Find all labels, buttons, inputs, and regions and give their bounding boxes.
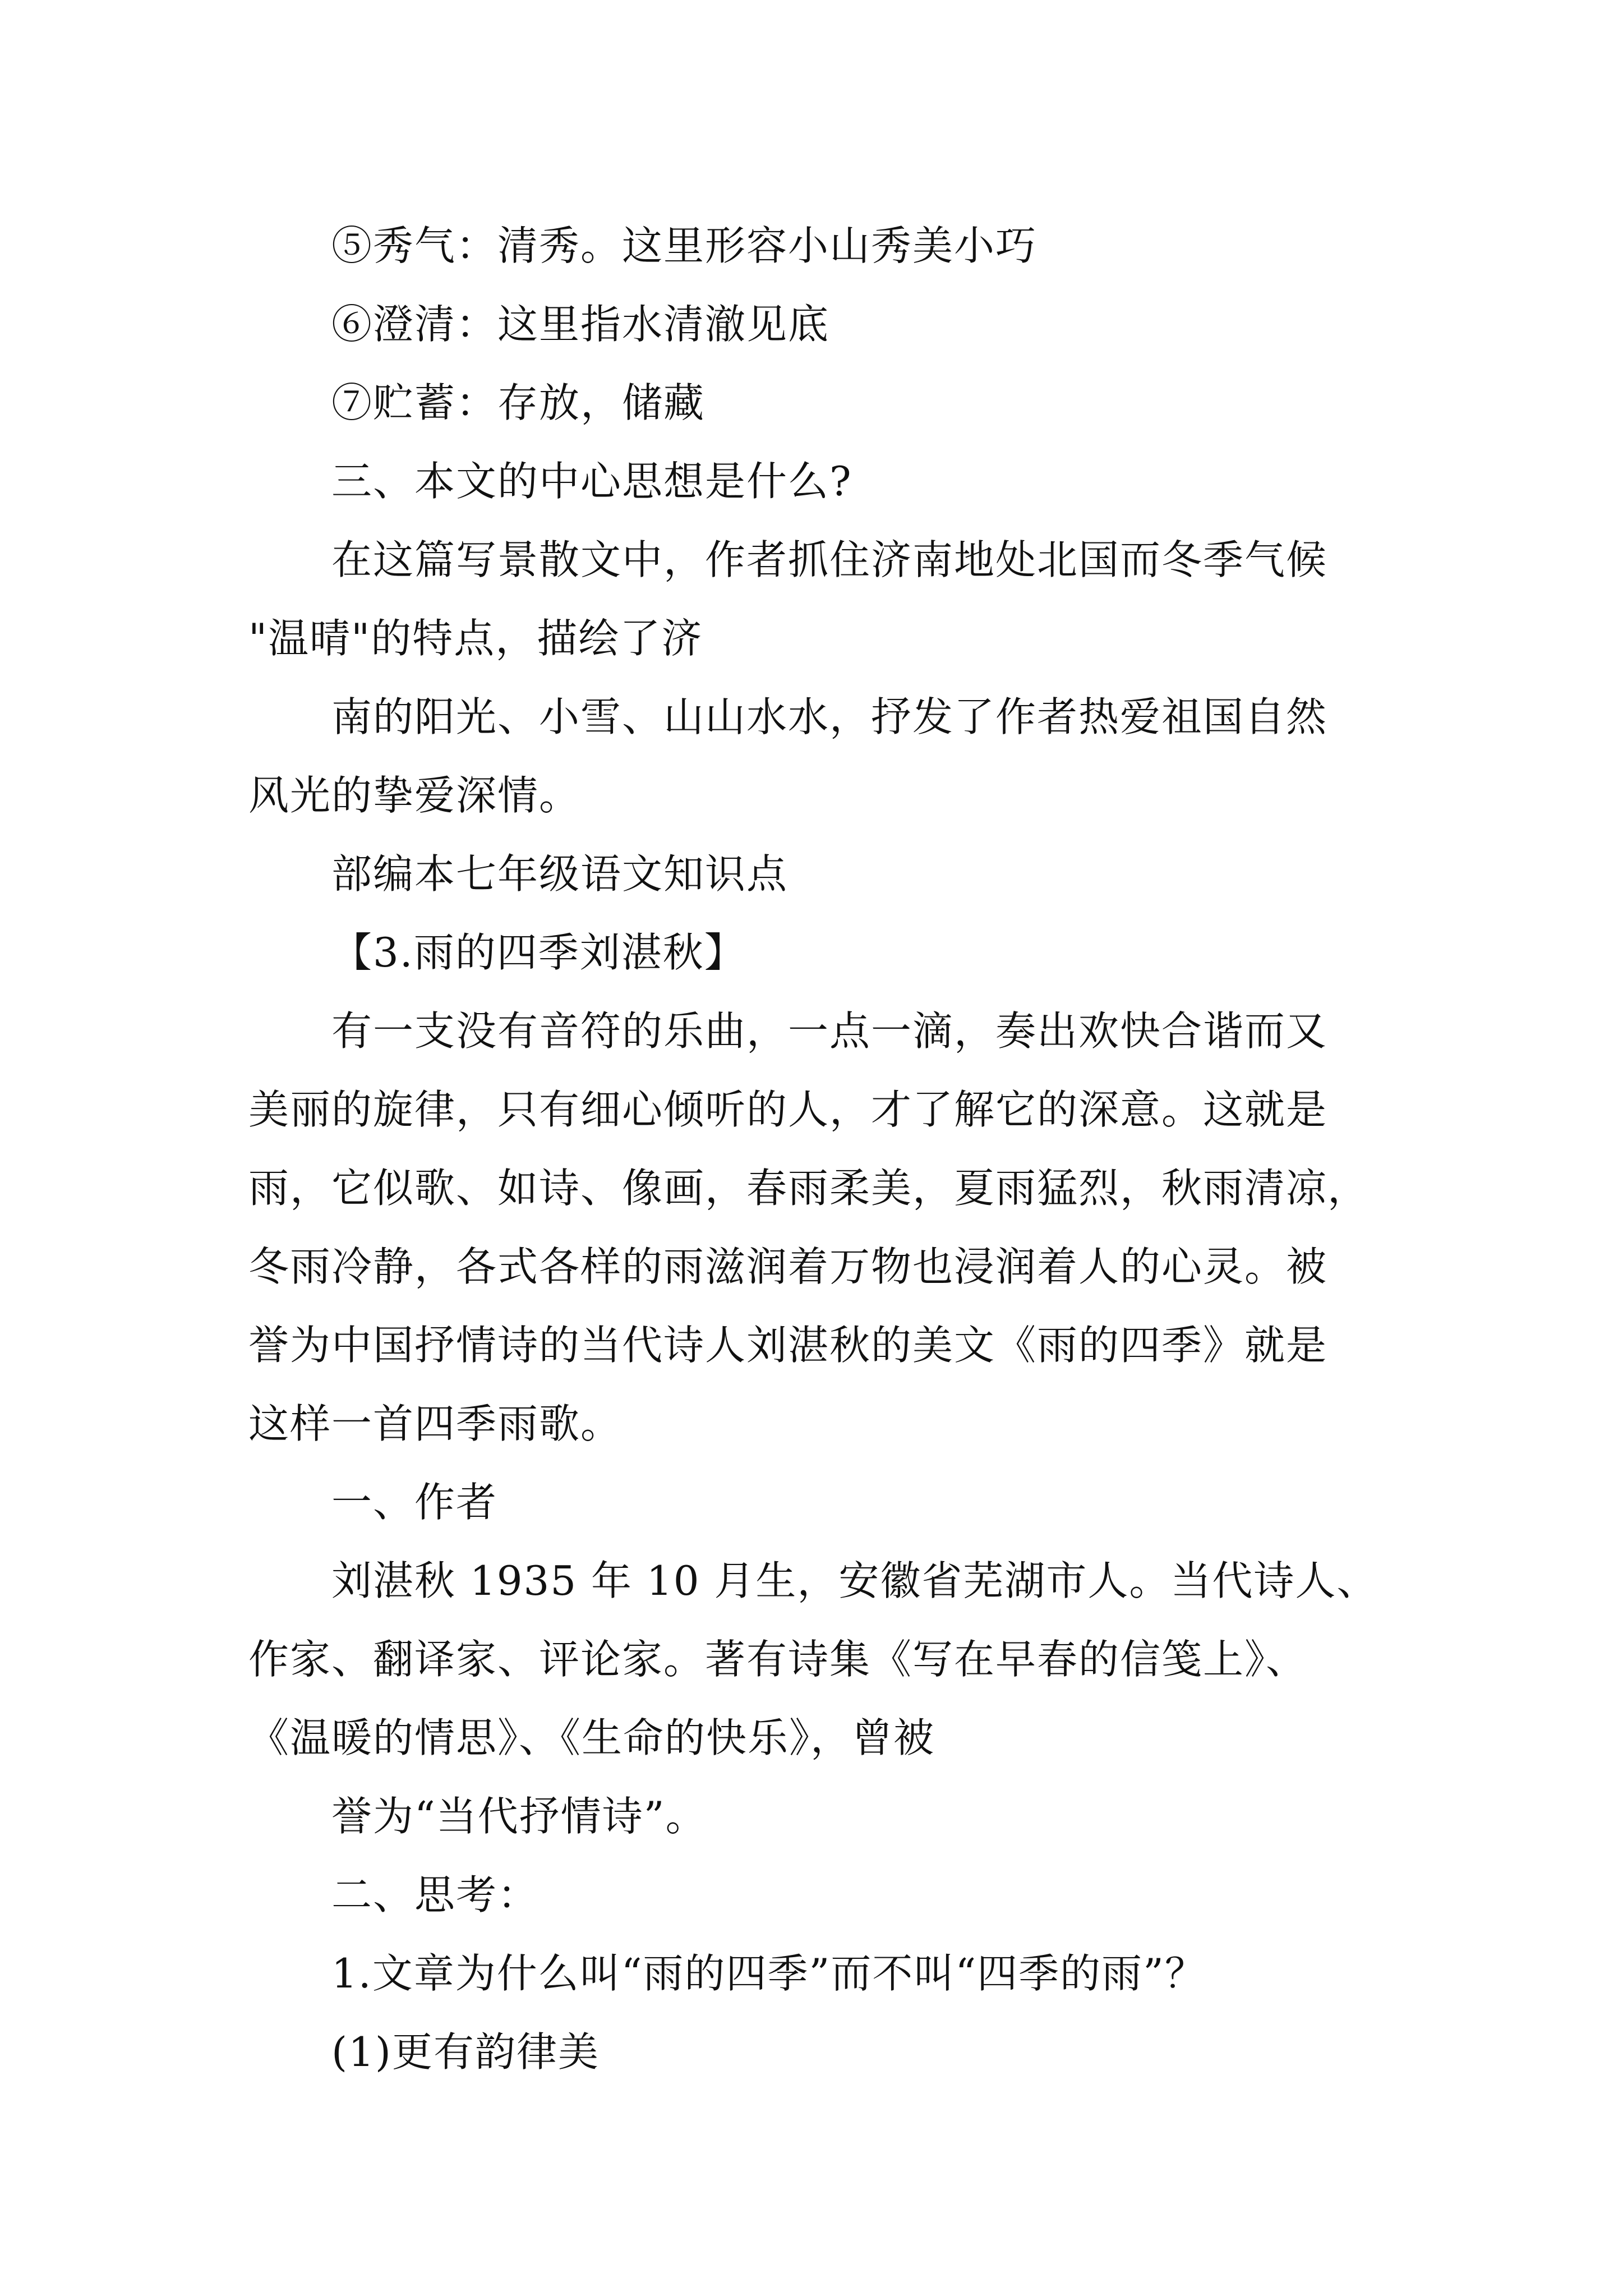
text-line: "温晴"的特点，描绘了济 [248, 615, 703, 662]
text-line: 作家、翻译家、评论家。著有诗集《写在早春的信笺上》、 [248, 1636, 1308, 1683]
answer-1-point-1 [248, 2013, 1387, 2091]
text-line: ⑦贮蓄：存放，储藏 [331, 379, 706, 426]
text-line: 刘湛秋 1935 年 10 月生，安徽省芜湖市人。当代诗人、 [331, 1557, 1378, 1604]
question-1 [248, 1934, 1387, 2013]
text-line: 风光的挚爱深情。 [248, 772, 581, 819]
text-line: 有一支没有音符的乐曲，一点一滴，奏出欢快合谐而又 [331, 1007, 1328, 1055]
text-line: 一、作者 [331, 1479, 498, 1526]
text-line: 部编本七年级语文知识点 [331, 850, 789, 898]
paragraph-author-praise [248, 1777, 1387, 1856]
text-line: 美丽的旋律，只有细心倾听的人，才了解它的深意。这就是 [248, 1086, 1328, 1133]
text-line: 誉为中国抒情诗的当代诗人刘湛秋的美文《雨的四季》就是 [248, 1322, 1328, 1369]
text-line: 誉为“当代抒情诗”。 [331, 1793, 707, 1840]
text-line: 【3.雨的四季刘湛秋】 [331, 929, 746, 976]
text-line: 雨，它似歌、如诗、像画，春雨柔美，夏雨猛烈，秋雨清凉， [248, 1165, 1370, 1212]
text-line: ⑥澄清：这里指水清澈见底 [331, 301, 830, 348]
section-heading-author [248, 1463, 1387, 1542]
section-title-knowledge-points [248, 835, 1387, 913]
section-heading-central-idea [248, 442, 1387, 521]
text-line: 三、本文的中心思想是什么? [331, 458, 852, 505]
paragraph-rain-intro [248, 992, 1387, 1463]
note-zhuxu [248, 364, 1387, 442]
lesson-title [248, 913, 1387, 992]
note-xiuqi [248, 206, 1387, 285]
text-line: 这样一首四季雨歌。 [248, 1400, 623, 1447]
paragraph-central-idea-1 [248, 521, 1387, 678]
text-line: 南的阳光、小雪、山山水水，抒发了作者热爱祖国自然 [331, 693, 1328, 740]
text-line: 冬雨冷静，各式各样的雨滋润着万物也浸润着人的心灵。被 [248, 1243, 1328, 1290]
text-line: 二、思考： [331, 1871, 540, 1918]
document-body [248, 206, 1387, 2091]
paragraph-author-bio [248, 1542, 1387, 1777]
text-line: ⑤秀气：清秀。这里形容小山秀美小巧 [331, 222, 1038, 269]
text-line: 《温暖的情思》、《生命的快乐》，曾被 [248, 1714, 935, 1761]
text-line: 1.文章为什么叫“雨的四季”而不叫“四季的雨”？ [331, 1950, 1206, 1997]
section-heading-think [248, 1856, 1387, 1934]
note-chengqing [248, 285, 1387, 364]
text-line: 在这篇写景散文中，作者抓住济南地处北国而冬季气候 [331, 536, 1328, 583]
paragraph-central-idea-2 [248, 678, 1387, 835]
text-line: (1)更有韵律美 [331, 2028, 600, 2076]
